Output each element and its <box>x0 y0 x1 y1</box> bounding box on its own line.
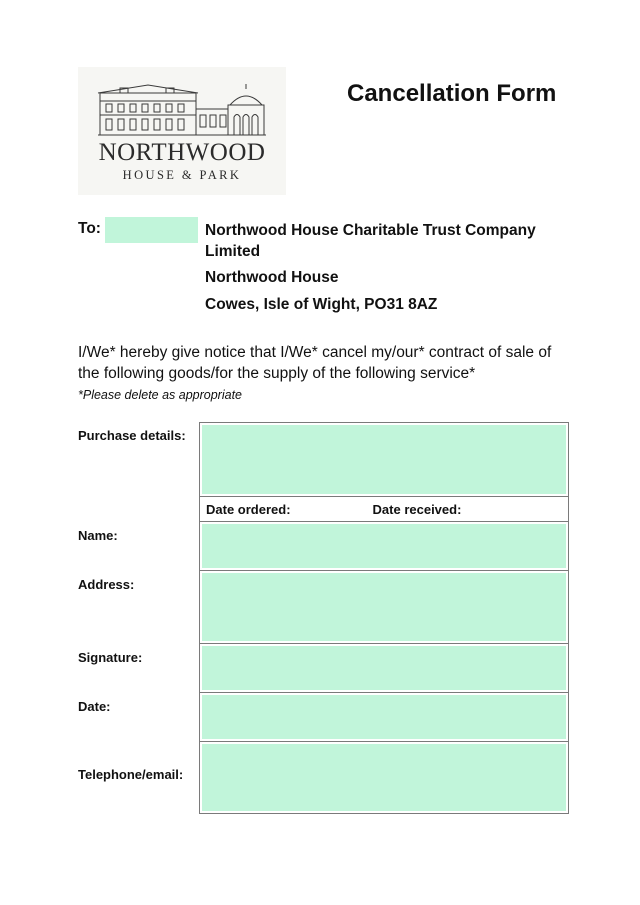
address-line-1: Northwood House Charitable Trust Company Limited <box>205 222 536 260</box>
dates-cell <box>199 497 569 522</box>
cancellation-form <box>78 422 569 814</box>
cancellation-notice: I/We* hereby give notice that I/We* cancel my/our* contract of sale of the following goods/for the supply of the following service* <box>78 344 552 382</box>
signature-cell <box>199 644 569 693</box>
date-ordered-label: Date ordered: <box>206 501 291 517</box>
date-label: Date: <box>78 699 111 714</box>
date-cell <box>199 693 569 742</box>
address-line-2: Northwood House <box>205 269 339 286</box>
northwood-logo <box>78 67 286 195</box>
telephone-row <box>78 742 569 814</box>
name-field[interactable] <box>202 524 566 568</box>
address-row <box>78 571 569 644</box>
address-cell <box>199 571 569 644</box>
purchase-details-row <box>78 422 569 497</box>
address-label: Address: <box>78 577 135 592</box>
to-label: To: <box>78 220 101 237</box>
name-cell <box>199 522 569 571</box>
dates-row <box>78 497 569 522</box>
building-illustration <box>96 79 268 139</box>
name-row <box>78 522 569 571</box>
address-line-3: Cowes, Isle of Wight, PO31 8AZ <box>205 296 438 313</box>
logo-subtitle: HOUSE & PARK <box>122 168 242 182</box>
signature-label: Signature: <box>78 650 143 665</box>
logo-wordmark: NORTHWOOD <box>98 139 266 166</box>
footnote: *Please delete as appropriate <box>78 388 243 402</box>
page-title: Cancellation Form <box>347 80 557 107</box>
telephone-label: Telephone/email: <box>78 767 184 782</box>
date-field[interactable] <box>202 695 566 739</box>
telephone-field[interactable] <box>202 744 566 811</box>
telephone-cell <box>199 742 569 814</box>
address-field[interactable] <box>202 573 566 641</box>
to-field[interactable] <box>105 217 198 243</box>
signature-field[interactable] <box>202 646 566 690</box>
purchase-details-label: Purchase details: <box>78 428 186 443</box>
name-label: Name: <box>78 528 118 543</box>
dates-spacer <box>78 497 199 522</box>
date-received-label: Date received: <box>372 501 462 517</box>
date-row <box>78 693 569 742</box>
purchase-details-field[interactable] <box>202 425 566 494</box>
signature-row <box>78 644 569 693</box>
purchase-details-cell <box>199 422 569 497</box>
